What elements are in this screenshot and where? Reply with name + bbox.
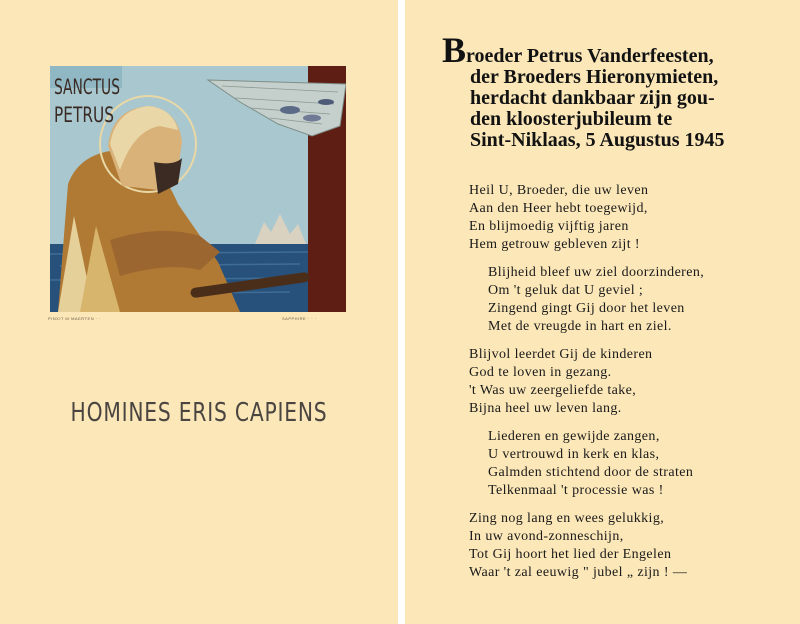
title-line: Broeder Petrus Vanderfeesten,: [442, 30, 714, 70]
page-fold: [398, 0, 405, 624]
poem-line: Om 't geluk dat U geviel ;: [488, 283, 644, 298]
poem-line: 't Was uw zeergeliefde take,: [469, 383, 637, 398]
poem-line: Galmden stichtend door de straten: [488, 465, 694, 480]
poem-line: God te loven in gezang.: [469, 365, 612, 380]
illustration-title-line2: PETRUS: [54, 103, 114, 127]
illustration-title-line1: SANCTUS: [54, 75, 120, 99]
dedication-title: [442, 30, 782, 151]
poem-line: Aan den Heer hebt toegewijd,: [469, 201, 648, 216]
motto: HOMINES ERIS CAPIENS: [70, 398, 328, 428]
poem-line: Zing nog lang en wees gelukkig,: [469, 511, 665, 526]
poem-line: Blijvol leerdet Gij de kinderen: [469, 347, 653, 362]
poem-line: Liederen en gewijde zangen,: [488, 429, 660, 444]
left-page: [0, 0, 398, 624]
title-line: Sint-Niklaas, 5 Augustus 1945: [470, 129, 725, 151]
title-line: herdacht dankbaar zijn gou-: [470, 87, 715, 109]
poem-stanza-4: [488, 428, 693, 500]
poem-stanza-5: [469, 510, 687, 582]
poem-line: Waar 't zal eeuwig " jubel „ zijn ! —: [469, 565, 688, 580]
illustration-credit-right: SAPPHIRE · · ·: [282, 316, 317, 321]
poem-stanza-2: [488, 264, 704, 336]
poem-stanza-1: [469, 182, 648, 254]
poem-line: Tot Gij hoort het lied der Engelen: [469, 547, 672, 562]
poem-line: Heil U, Broeder, die uw leven: [469, 183, 649, 198]
poem-line: En blijmoedig vijftig jaren: [469, 219, 629, 234]
illustration-credit-left: PINXIT M·MAERTEN · ·: [48, 316, 101, 321]
poem-line: Met de vreugde in hart en ziel.: [488, 319, 672, 334]
poem-line: Bijna heel uw leven lang.: [469, 401, 622, 416]
poem-line: Blijheid bleef uw ziel doorzinderen,: [488, 265, 705, 280]
title-line: der Broeders Hieronymieten,: [470, 66, 719, 88]
poem-line: Zingend gingt Gij door het leven: [488, 301, 685, 316]
poem-stanza-3: [469, 346, 652, 418]
poem-line: In uw avond-zonneschijn,: [469, 529, 624, 544]
poem-line: Telkenmaal 't processie was !: [488, 483, 664, 498]
saint-peter-illustration: [50, 66, 346, 312]
title-dropcap: B: [442, 30, 467, 70]
poem-line: Hem getrouw gebleven zijt !: [469, 237, 640, 252]
poem-line: U vertrouwd in kerk en klas,: [488, 447, 660, 462]
title-line: den kloosterjubileum te: [470, 108, 673, 130]
